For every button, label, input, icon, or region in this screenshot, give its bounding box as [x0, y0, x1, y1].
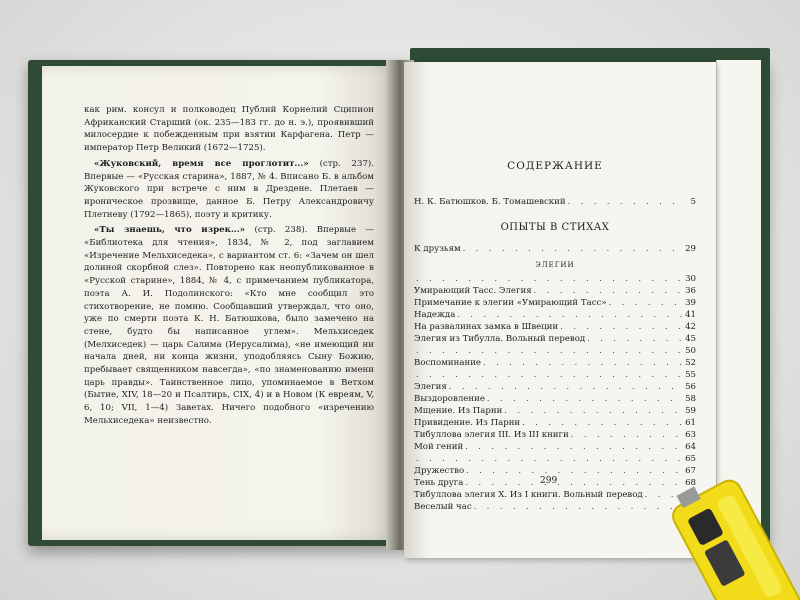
- toc-leader: [416, 345, 682, 356]
- toc-row: [414, 501, 696, 513]
- endpaper-edge: [716, 60, 761, 530]
- toc-item-page: 68: [685, 478, 696, 488]
- toc-row: [414, 369, 696, 381]
- text-paragraph: [84, 224, 374, 427]
- toc-row: [414, 285, 696, 297]
- toc-item-title: Элегия из Тибулла. Вольный перевод: [414, 334, 586, 344]
- toc-item-title: Мой гений: [414, 442, 464, 452]
- toc-item-page: 41: [685, 310, 696, 320]
- toc-item-title: Тибуллова элегия III. Из III книги: [414, 430, 569, 440]
- toc-leader: [571, 429, 682, 440]
- toc-item-page: 58: [685, 394, 696, 404]
- toc-leader: [522, 417, 682, 428]
- toc-subsection-title: ЭЛЕГИИ: [535, 261, 575, 269]
- toc-leader: [416, 453, 682, 464]
- toc-item-page: 39: [685, 298, 696, 308]
- toc-row: [414, 297, 696, 309]
- toc-leader: [474, 501, 682, 512]
- toc-leader: [587, 333, 682, 344]
- toc-row: [414, 357, 696, 369]
- toc-leader: [449, 381, 682, 392]
- toc-leader: [465, 477, 682, 488]
- toc-item-title: На развалинах замка в Швеции: [414, 322, 559, 332]
- toc-item-title: К друзьям: [414, 244, 461, 254]
- toc-item-page: 65: [685, 454, 696, 464]
- toc-item-page: 52: [685, 358, 696, 368]
- toc-item-title: Умирающий Тасс. Элегия: [414, 286, 532, 296]
- toc-item-page: 5: [690, 197, 696, 207]
- entry-lead: «Ты знаешь, что изрек...»: [94, 225, 246, 236]
- toc-leader: [416, 273, 682, 284]
- toc-item-page: 45: [685, 334, 696, 344]
- toc-row: [414, 417, 696, 429]
- toc-row: [414, 309, 696, 321]
- toc-row: [414, 405, 696, 417]
- toc-item-page: 36: [685, 286, 696, 296]
- toc-item-page: 56: [685, 382, 696, 392]
- toc-row: [414, 381, 696, 393]
- entry-text: как рим. консул и полководец Публий Корнелий Сципион Африканский Старший (ок. 235—183 гг. до н. э.), проявивший милосердие к побежденным при взятии Карфагена. Петр — император Петр Великий (1672—1725).: [84, 105, 374, 154]
- toc-row: [414, 321, 696, 333]
- toc-leader: [416, 369, 682, 380]
- toc-leader: [568, 196, 682, 207]
- toc-row: [414, 453, 696, 465]
- toc-item-page: 50: [685, 346, 696, 356]
- toc-leader: [463, 243, 682, 254]
- toc-leader: [609, 297, 682, 308]
- toc-item-title: Тибуллова элегия X. Из I книги. Вольный перевод: [414, 490, 643, 500]
- entry-text: (стр. 238). Впервые — «Библиотека для чтения», 1834, № 2, под заглавием «Изречение Мельхиседека», с вариантом ст. 6: «Зачем он шел долиной скорбной слез». Повторено как неопубликованное в «Русской старине», 1884, № 4, с примечанием публикатора, поэта А. И. Подолинского: «Кто мне сообщил это стихотворение, не помню. Сообщавший утверждал, что оно, уже по смерти поэта К. Н. Батюшкова, было замечено на стене, будто бы написанное углем». Мельхиседек (Мелхиседек) — царь Салима (Иерусалима), «не имеющий ни начала дней, ни конца жизни, уподобляясь Сыну Божию, пребывает священником навсегда», «по знаменованию имени царь правды». Таинственное лицо, упоминаемое в Ветхом (Бытие, XIV, 18—20 и Псалтирь, CIX, 4) и в Новом (К евреям, V, 6, 10; VII, 1—4) Заветах. Ничего подобного «изречению Мельхиседека» неизвестно.: [84, 225, 374, 426]
- toc-item-page: 29: [685, 244, 696, 254]
- toc-row: [414, 273, 696, 285]
- toc-item-title: Элегия: [414, 382, 447, 392]
- toc-heading: СОДЕРЖАНИЕ: [507, 160, 603, 172]
- toc-item-title: Привидение. Из Парни: [414, 418, 521, 428]
- toc-item-page: 67: [685, 466, 696, 476]
- toc-item-page: 30: [685, 274, 696, 284]
- toc-item-title: Воспоминание: [414, 358, 482, 368]
- toc-row: [414, 393, 696, 405]
- left-page-text: [84, 104, 374, 431]
- toc-item-title: Тень друга: [414, 478, 464, 488]
- toc-leader: [483, 357, 682, 368]
- toc-item-title: Выздоровление: [414, 394, 485, 404]
- toc-item-title: Надежда: [414, 310, 456, 320]
- toc-item-title: Мщение. Из Парни: [414, 406, 503, 416]
- toc-leader: [487, 393, 682, 404]
- toc-row: [414, 441, 696, 453]
- toc-item-title: Веселый час: [414, 502, 472, 512]
- toc-section-title: ОПЫТЫ В СТИХАХ: [500, 222, 610, 233]
- toc-leader: [504, 405, 682, 416]
- toc-leader: [534, 285, 682, 296]
- toc-item-page: 55: [685, 370, 696, 380]
- toc-item-title: Примечание к элегии «Умирающий Тасс»: [414, 298, 607, 308]
- toc-row: [414, 429, 696, 441]
- toc-item-title: Н. К. Батюшков. Б. Томашевский: [414, 197, 566, 207]
- toc-leader: [466, 465, 682, 476]
- toc-row: [414, 333, 696, 345]
- box-cutter-icon: [660, 478, 800, 600]
- entry-text: (стр. 237). Впервые — «Русская старина», 1887, № 4. Вписано Б. в альбом Жуковского при встрече с ним в Дрездене. Плетаев — ироническое прозвище, данное Б. Петру Александровичу Плетневу (1792—1865), поэту и критику.: [84, 158, 374, 220]
- toc-row: [414, 489, 696, 501]
- toc-item-page: 64: [685, 442, 696, 452]
- toc-row: [414, 345, 696, 357]
- toc-first-row: [414, 243, 696, 255]
- toc-item-page: 42: [685, 322, 696, 332]
- toc-leader: [465, 441, 682, 452]
- text-paragraph: [84, 104, 374, 155]
- toc-leader: [560, 321, 682, 332]
- text-paragraph: [84, 158, 374, 222]
- toc-item-page: 59: [685, 406, 696, 416]
- toc-item-page: 61: [685, 418, 696, 428]
- toc-item-page: 63: [685, 430, 696, 440]
- toc-item-title: Дружество: [414, 466, 465, 476]
- table-of-contents: [414, 160, 696, 513]
- page-number: 299: [540, 476, 558, 486]
- toc-leader: [457, 309, 682, 320]
- toc-intro-row: [414, 196, 696, 208]
- entry-lead: «Жуковский, время все проглотит...»: [94, 158, 309, 169]
